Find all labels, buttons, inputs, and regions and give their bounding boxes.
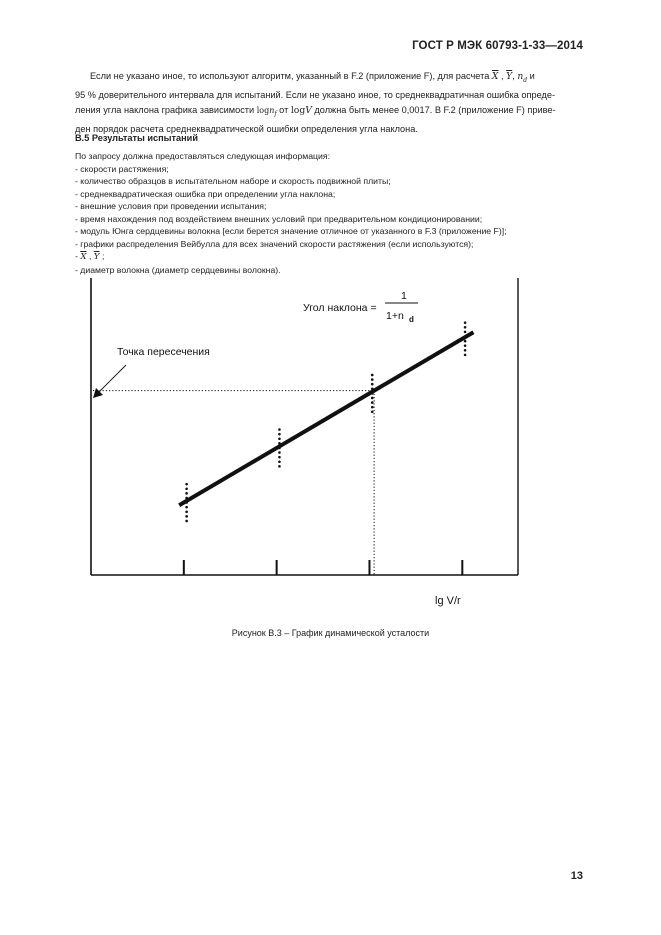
list-item: - количество образцов в испытательном наборе и скорость подвижной плиты; [75,176,391,186]
data-point [371,374,374,377]
data-point [278,465,281,468]
data-point [371,392,374,395]
data-point [185,487,188,490]
data-point [278,442,281,445]
intercept-arrow [98,365,126,393]
list-item-xy: - $\overline{X}$ , $\overline{Y}$ ; [75,251,105,262]
data-point [278,456,281,459]
data-point [185,520,188,523]
data-point [185,501,188,504]
data-point [371,387,374,390]
slope-numerator: 1 [401,290,407,302]
intro-line-4: ден порядок расчета среднеквадратической ошибки определения угла наклона. [75,124,418,135]
data-point [371,383,374,386]
data-point [185,506,188,509]
data-point [464,344,467,347]
slope-label: Угол наклона = [303,302,377,314]
data-point [185,492,188,495]
data-point [278,460,281,463]
intro-line-3: ления угла наклона графика зависимости logn$_f$ от logV должна быть менее 0,0017. В F.2 (приложение F) приве- [75,105,556,118]
data-point [278,447,281,450]
and-word: и [529,71,535,81]
data-point [371,378,374,381]
log-v: logV [290,105,312,117]
data-point [464,349,467,352]
log-nf: logn$_f$ [256,106,277,118]
list-item: - диаметр волокна (диаметр сердцевины волокна). [75,264,281,275]
data-point [371,401,374,404]
data-point [185,483,188,486]
intro-text: Если не указано иное, то используют алгоритм, указанный в F.2 (приложение F), для расчета [90,71,490,81]
data-point [185,497,188,500]
intro-line-2: 95 % доверительного интервала для испытаний. Если не указано иное, то среднеквадратичная ошибка опреде- [75,90,556,101]
data-point [371,406,374,409]
list-item: - модуль Юнга сердцевины волокна [если берется значение отличное от указанного в F.3 (приложение F)]; [75,226,507,236]
data-point [278,437,281,440]
symbol-nd: $n_d$ [517,71,528,84]
list-item: - время нахождения под воздействием внешних условий при предварительном кондиционировании; [75,213,483,224]
document-header: ГОСТ Р МЭК 60793-1-33—2014 [412,40,583,52]
data-point [464,340,467,343]
data-point [464,354,467,357]
list-intro: По запросу должна предоставляться следующая информация: [75,151,330,161]
data-point [371,397,374,400]
page-number: 13 [570,870,583,882]
comma: , [512,71,515,81]
data-point [464,321,467,324]
slope-denominator: 1+n [386,310,404,322]
symbol-x-bar: $\overline{X}$ [491,71,499,82]
data-point [185,515,188,518]
data-point [278,428,281,431]
data-point [464,326,467,329]
list-item: - внешние условия при проведении испытания; [75,201,267,211]
x-axis-label: lg V/r [435,595,461,607]
data-point [185,510,188,513]
symbol-y-bar: $\overline{Y}$ [506,71,513,82]
intercept-label: Точка пересечения [117,346,210,358]
data-point [278,451,281,454]
fit-line [179,332,473,505]
data-point [371,410,374,413]
figure-caption: Рисунок В.3 – График динамической усталости [231,628,430,638]
data-point [278,433,281,436]
list-item: - среднеквадратическая ошибка при определении угла наклона; [75,188,336,199]
data-point [464,331,467,334]
list-item: - скорости растяжения; [75,163,169,174]
data-point [464,335,467,338]
comma: , [501,71,504,81]
list-item: - графики распределения Вейбулла для всех значений скорости растяжения (если используются); [75,238,474,249]
section-title: В.5 Результаты испытаний [75,133,198,143]
slope-denominator-sub: d [409,315,414,324]
